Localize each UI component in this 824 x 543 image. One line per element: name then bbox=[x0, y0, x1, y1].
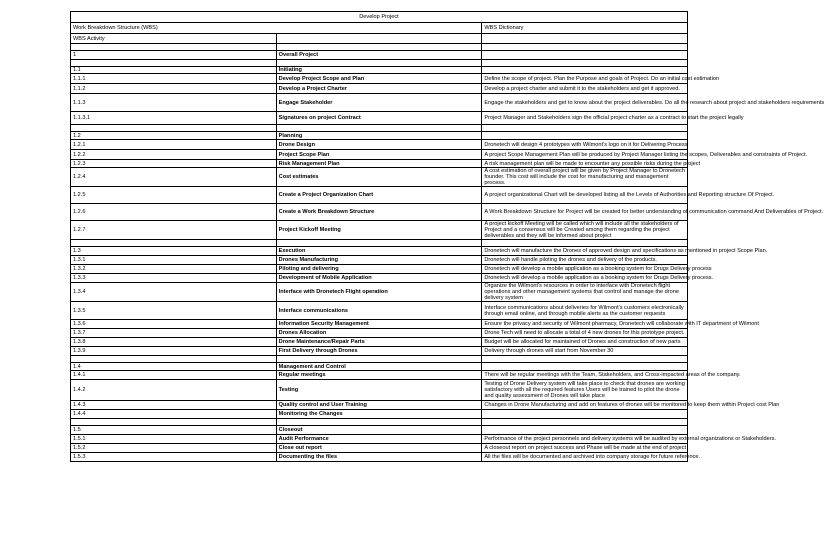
activity-cell: Project Kickoff Meeting bbox=[276, 221, 482, 240]
wbs-id-cell: 1.5.2 bbox=[71, 444, 277, 453]
title-row bbox=[71, 12, 688, 23]
wbs-column-header: Work Breakdown Structure (WBS) bbox=[71, 23, 482, 34]
wbs-id-cell: 1.1.2 bbox=[71, 84, 277, 94]
activity-cell: Drones Manufacturing bbox=[276, 256, 482, 265]
activity-cell: Drone Maintenance/Repair Parts bbox=[276, 338, 482, 347]
table-row bbox=[71, 187, 688, 204]
description-cell: A risk management plan will be made to encounter any possible risks during the project bbox=[482, 160, 688, 168]
table-row bbox=[71, 435, 688, 444]
subheader-blank-cell bbox=[482, 34, 688, 44]
table-row bbox=[71, 132, 688, 140]
spacer-row bbox=[71, 60, 688, 67]
wbs-id-cell: 1.4.4 bbox=[71, 410, 277, 419]
description-cell: A closeout report on project success and Phase will be made at the end of project bbox=[482, 444, 688, 453]
table-row bbox=[71, 347, 688, 356]
table-row bbox=[71, 444, 688, 453]
wbs-id-cell: 1.4.1 bbox=[71, 371, 277, 380]
spacer-cell bbox=[71, 419, 277, 426]
spacer-cell bbox=[276, 356, 482, 363]
spacer-cell bbox=[71, 125, 277, 132]
description-cell: Engage the stakeholders and get to know about the project deliverables. Do all the research about project and stakeholders requirements bbox=[482, 94, 688, 112]
activity-cell: Project Scope Plan bbox=[276, 150, 482, 160]
spacer-cell bbox=[482, 125, 688, 132]
activity-column-header: WBS Activity bbox=[71, 34, 277, 44]
activity-cell: Develop Project Scope and Plan bbox=[276, 74, 482, 84]
description-cell: Budget will be allocated for maintained of Drones and construction of new parts bbox=[482, 338, 688, 347]
activity-cell: Engage Stakeholder bbox=[276, 94, 482, 112]
table-row bbox=[71, 67, 688, 74]
wbs-id-cell: 1.2.2 bbox=[71, 150, 277, 160]
table-row bbox=[71, 283, 688, 302]
activity-cell: Create a Project Organization Chart bbox=[276, 187, 482, 204]
activity-cell: Risk Management Plan bbox=[276, 160, 482, 168]
wbs-id-cell: 1.2.3 bbox=[71, 160, 277, 168]
activity-cell: Testing bbox=[276, 380, 482, 401]
wbs-id-cell: 1.3 bbox=[71, 247, 277, 256]
description-cell: A cost estimation of overall project will be given by Project Manager to Dronetech founder. This cost will include the cost for manufacturing and management process. bbox=[482, 168, 688, 187]
wbs-id-cell: 1.1.3 bbox=[71, 94, 277, 112]
spacer-cell bbox=[482, 356, 688, 363]
wbs-id-cell: 1.4.2 bbox=[71, 380, 277, 401]
activity-cell: Signatures on project Contract bbox=[276, 112, 482, 125]
description-cell: Dronetech will develop a mobile application as a booking system for Drugs Delivery process bbox=[482, 265, 688, 274]
description-cell: Delivery through drones will start from November 30 bbox=[482, 347, 688, 356]
wbs-id-cell: 1.3.3 bbox=[71, 274, 277, 283]
table-row bbox=[71, 150, 688, 160]
activity-cell: Overall Project bbox=[276, 51, 482, 60]
activity-cell: Cost estimates bbox=[276, 168, 482, 187]
spacer-row bbox=[71, 125, 688, 132]
description-cell bbox=[482, 132, 688, 140]
table-row bbox=[71, 256, 688, 265]
activity-cell: Development of Mobile Application bbox=[276, 274, 482, 283]
spacer-cell bbox=[276, 60, 482, 67]
description-cell: Develop a project charter and submit it to the stakeholders and get it approved. bbox=[482, 84, 688, 94]
description-cell: Performance of the project personnels and delivery systems will be audited by external organizations or Stakeholders. bbox=[482, 435, 688, 444]
spacer-cell bbox=[482, 44, 688, 51]
activity-cell: First Delivery through Drones bbox=[276, 347, 482, 356]
wbs-id-cell: 1.5 bbox=[71, 426, 277, 435]
description-cell bbox=[482, 363, 688, 371]
description-cell: Testing of Drone Delivery system will take place to check that drones are working satisfactory with all the required features Users will be trained to pilot the drone and quality assessment of Drones will take place bbox=[482, 380, 688, 401]
wbs-id-cell: 1.4 bbox=[71, 363, 277, 371]
table-row bbox=[71, 401, 688, 410]
activity-cell: Monitoring the Changes bbox=[276, 410, 482, 419]
activity-cell: Develop a Project Charter bbox=[276, 84, 482, 94]
wbs-id-cell: 1.2.4 bbox=[71, 168, 277, 187]
spacer-row bbox=[71, 44, 688, 51]
table-row bbox=[71, 74, 688, 84]
spacer-cell bbox=[482, 240, 688, 247]
wbs-id-cell: 1.2.1 bbox=[71, 140, 277, 150]
wbs-id-cell: 1.3.2 bbox=[71, 265, 277, 274]
spacer-cell bbox=[71, 240, 277, 247]
description-cell: Dronetech will develop a mobile application as a booking system for Drugs Delivery process. bbox=[482, 274, 688, 283]
table-row bbox=[71, 380, 688, 401]
activity-cell: Drones Allocation bbox=[276, 329, 482, 338]
activity-cell: Piloting and delivering bbox=[276, 265, 482, 274]
table-row bbox=[71, 140, 688, 150]
wbs-table-body bbox=[71, 12, 824, 462]
table-row bbox=[71, 363, 688, 371]
table-row bbox=[71, 168, 688, 187]
description-cell bbox=[482, 67, 688, 74]
wbs-id-cell: 1.3.5 bbox=[71, 302, 277, 320]
wbs-id-cell: 1.1.1 bbox=[71, 74, 277, 84]
wbs-id-cell: 1.3.1 bbox=[71, 256, 277, 265]
spacer-cell bbox=[71, 356, 277, 363]
wbs-id-cell: 1.2 bbox=[71, 132, 277, 140]
spacer-cell bbox=[276, 419, 482, 426]
description-cell: Changes in Drone Manufacturing and add on features of drones will be monitored to keep them within Project cost Plan bbox=[482, 401, 688, 410]
spacer-cell bbox=[276, 125, 482, 132]
wbs-id-cell: 1.3.6 bbox=[71, 320, 277, 329]
description-cell: Dronetech will design 4 prototypes with Wilmont's logo on it for Delivering Process bbox=[482, 140, 688, 150]
wbs-id-cell: 1 bbox=[71, 51, 277, 60]
activity-cell: Documenting the files bbox=[276, 453, 482, 462]
activity-cell: Initiating bbox=[276, 67, 482, 74]
wbs-id-cell: 1.5.1 bbox=[71, 435, 277, 444]
wbs-id-cell: 1.2.6 bbox=[71, 204, 277, 221]
table-row bbox=[71, 302, 688, 320]
spacer-cell bbox=[482, 60, 688, 67]
spacer-row bbox=[71, 419, 688, 426]
wbs-id-cell: 1.3.8 bbox=[71, 338, 277, 347]
spacer-row bbox=[71, 356, 688, 363]
table-row bbox=[71, 320, 688, 329]
description-cell: All the files will be documented and archived into company storage for future reference. bbox=[482, 453, 688, 462]
wbs-id-cell: 1.1 bbox=[71, 67, 277, 74]
table-row bbox=[71, 247, 688, 256]
description-cell: A project organizational Chart will be developed listing all the Levels of Authorities and Reporting structure Of Project. bbox=[482, 187, 688, 204]
description-cell: Organize the Wilmont's resources in order to interface with Dronetech flight operations and other management systems that control and manage the drone delivery system bbox=[482, 283, 688, 302]
activity-cell: Close out report bbox=[276, 444, 482, 453]
table-row bbox=[71, 221, 688, 240]
spacer-cell bbox=[71, 60, 277, 67]
activity-cell: Regular meetings bbox=[276, 371, 482, 380]
table-row bbox=[71, 274, 688, 283]
wbs-id-cell: 1.2.7 bbox=[71, 221, 277, 240]
activity-cell: Interface with Dronetech Flight operation bbox=[276, 283, 482, 302]
wbs-table bbox=[70, 11, 824, 462]
spacer-cell bbox=[276, 44, 482, 51]
table-title: Develop Project bbox=[71, 12, 688, 23]
table-row bbox=[71, 410, 688, 419]
wbs-id-cell: 1.2.5 bbox=[71, 187, 277, 204]
table-row bbox=[71, 160, 688, 168]
description-cell bbox=[482, 410, 688, 419]
activity-cell: Information Security Management bbox=[276, 320, 482, 329]
wbs-id-cell: 1.1.3.1 bbox=[71, 112, 277, 125]
description-cell: A Work Breakdown Structure for Project will be created for better understanding of communication command And Deliverables of Project. bbox=[482, 204, 688, 221]
activity-cell: Interface communications bbox=[276, 302, 482, 320]
description-cell: A project kickoff Meeting will be called which will include all the stakeholders of Project and a consensus will be Created among them regarding the project deliverables and they will be informed about project bbox=[482, 221, 688, 240]
description-cell bbox=[482, 51, 688, 60]
description-cell: A project Scope Management Plan will be produced by Project Manager listing the scopes, Deliverables and constraints of Project. bbox=[482, 150, 688, 160]
table-row bbox=[71, 265, 688, 274]
table-row bbox=[71, 426, 688, 435]
spacer-cell bbox=[276, 240, 482, 247]
activity-cell: Audit Performance bbox=[276, 435, 482, 444]
description-cell: Dronetech will handle piloting the drones and delivery of the products. bbox=[482, 256, 688, 265]
activity-cell: Execution bbox=[276, 247, 482, 256]
description-cell: Project Manager and Stakeholders sign the official project charter as a contract to start the project legally bbox=[482, 112, 688, 125]
activity-cell: Drone Design bbox=[276, 140, 482, 150]
description-cell: There will be regular meetings with the Team, Stakeholders, and Cross-impacted areas of the company. bbox=[482, 371, 688, 380]
activity-cell: Management and Control bbox=[276, 363, 482, 371]
activity-cell: Quality control and User Training bbox=[276, 401, 482, 410]
table-row bbox=[71, 112, 688, 125]
activity-cell: Closeout bbox=[276, 426, 482, 435]
activity-cell: Create a Work Breakdown Structure bbox=[276, 204, 482, 221]
description-cell: Interface communications about deliveries for Wilmont's customers electronically through email online, and through mobile alerts as the customer requests bbox=[482, 302, 688, 320]
table-row bbox=[71, 84, 688, 94]
description-cell: Define the scope of project. Plan the Purpose and goals of Project. Do an initial cost estimation bbox=[482, 74, 688, 84]
header-row bbox=[71, 23, 688, 34]
spacer-cell bbox=[482, 419, 688, 426]
table-row bbox=[71, 453, 688, 462]
spacer-row bbox=[71, 240, 688, 247]
table-row bbox=[71, 338, 688, 347]
wbs-id-cell: 1.3.7 bbox=[71, 329, 277, 338]
description-cell: Drone Tech will need to allocate a total of 4 new drones for this prototype project. bbox=[482, 329, 688, 338]
subheader-blank-cell bbox=[276, 34, 482, 44]
wbs-id-cell: 1.3.9 bbox=[71, 347, 277, 356]
table-row bbox=[71, 204, 688, 221]
table-row bbox=[71, 371, 688, 380]
dictionary-column-header: WBS Dictionary bbox=[482, 23, 688, 34]
wbs-id-cell: 1.3.4 bbox=[71, 283, 277, 302]
wbs-id-cell: 1.4.3 bbox=[71, 401, 277, 410]
description-cell bbox=[482, 426, 688, 435]
wbs-id-cell: 1.5.3 bbox=[71, 453, 277, 462]
table-row bbox=[71, 329, 688, 338]
description-cell: Dronetech will manufacture the Drones of approved design and specifications as mentioned in project Scope Plan. bbox=[482, 247, 688, 256]
activity-cell: Planning bbox=[276, 132, 482, 140]
description-cell: Ensure the privacy and security of Wilmont pharmacy, Dronetech will collaborate with IT department of Wilmont bbox=[482, 320, 688, 329]
table-row bbox=[71, 94, 688, 112]
subheader-row bbox=[71, 34, 688, 44]
table-row bbox=[71, 51, 688, 60]
spacer-cell bbox=[71, 44, 277, 51]
